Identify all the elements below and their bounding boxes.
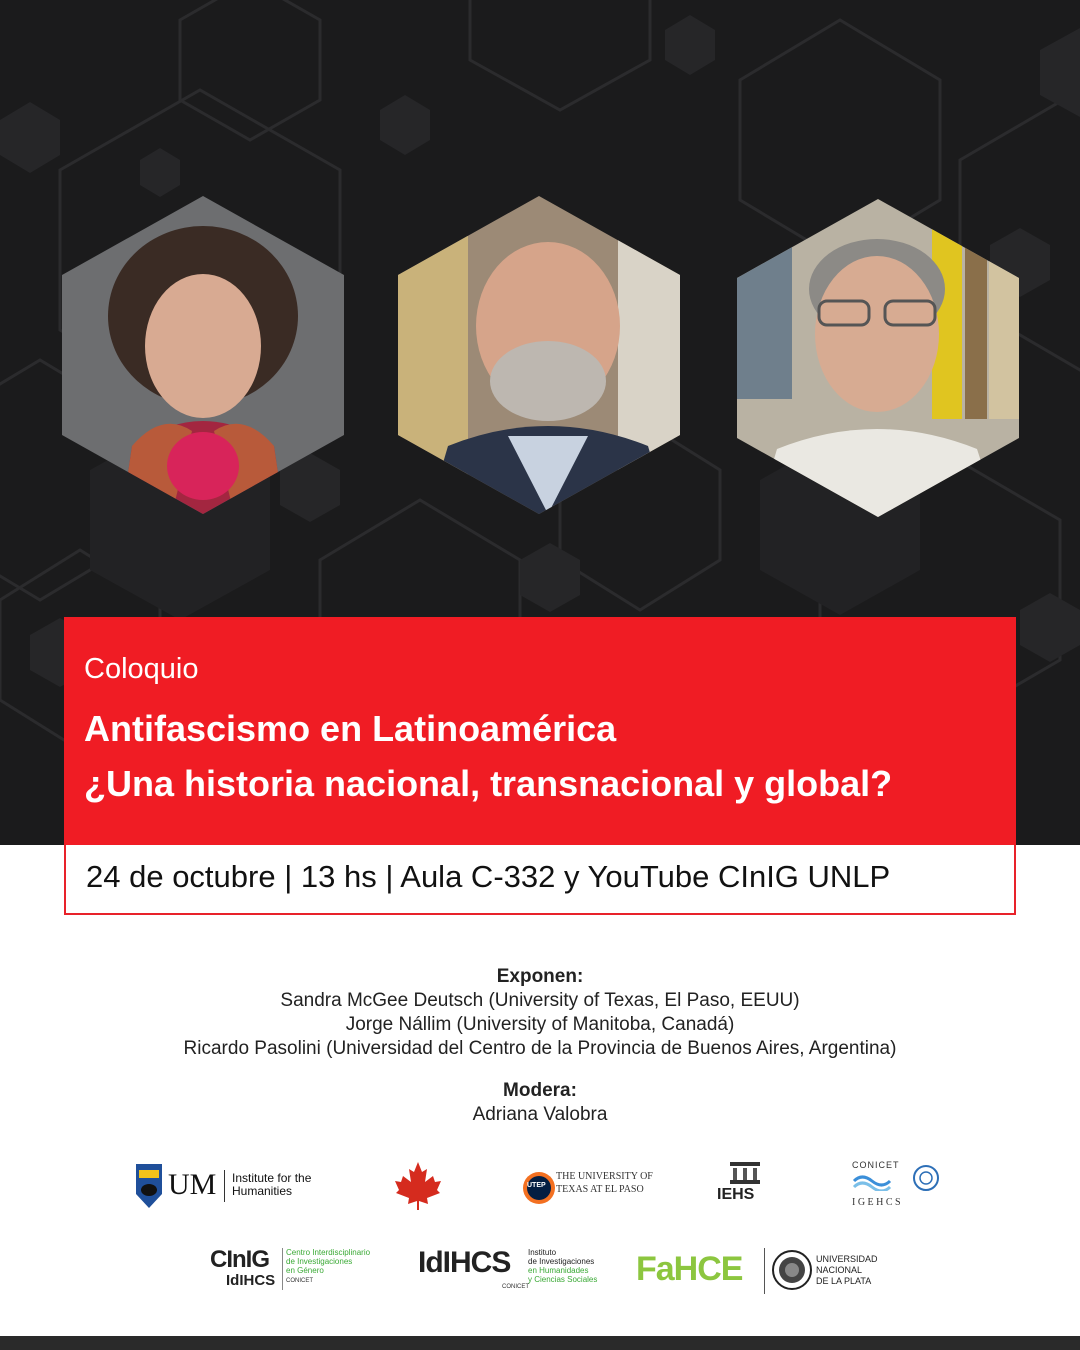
event-title-line-2: ¿Una historia nacional, transnacional y global? [84, 763, 893, 804]
idihcs-mark: IdIHCS [418, 1246, 511, 1279]
event-type-label: Coloquio [84, 653, 199, 685]
title-banner [64, 617, 1016, 845]
cinig-idihcs-mark: IdIHCS [226, 1272, 276, 1289]
utep-mark: UTEP [527, 1182, 546, 1189]
moderator-name: Adriana Valobra [472, 1104, 608, 1125]
footer-bar [0, 1336, 1080, 1350]
bison-crest-icon [136, 1164, 162, 1208]
speakers-label: Exponen: [496, 966, 584, 987]
idihcs-sub: CONICET [502, 1284, 529, 1290]
event-title-line-1: Antifascismo en Latinoamérica [84, 708, 617, 749]
logo-cinig [210, 1246, 380, 1294]
um-line-1: Institute for the [232, 1171, 312, 1185]
idihcs-line-3: en Humanidades [528, 1266, 589, 1275]
igehcs-bottom: I G E H C S [852, 1197, 901, 1208]
maple-leaf-icon [393, 1160, 443, 1210]
um-mark: UM [168, 1168, 217, 1201]
idihcs-line-2: de Investigaciones [528, 1257, 595, 1266]
logo-fahce-unlp [636, 1246, 876, 1296]
igehcs-top: CONICET [852, 1160, 900, 1170]
speaker-3: Ricardo Pasolini (Universidad del Centro de la Provincia de Buenos Aires, Argentina) [183, 1038, 897, 1059]
speakers-block [0, 965, 1080, 1061]
speaker-portrait-ricardo [737, 199, 1019, 517]
speaker-1: Sandra McGee Deutsch (University of Texas, El Paso, EEUU) [280, 990, 800, 1011]
idihcs-line-1: Instituto [528, 1248, 557, 1257]
unlp-seal-icon [772, 1250, 812, 1290]
iehs-mark: IEHS [717, 1186, 755, 1203]
fahce-line-3: DE LA PLATA [816, 1276, 872, 1286]
idihcs-line-4: y Ciencias Sociales [528, 1275, 598, 1284]
event-details-box [64, 845, 1016, 915]
un-emblem-icon [912, 1164, 940, 1192]
cinig-mark: CInIG [210, 1246, 269, 1273]
moderator-label: Modera: [503, 1080, 577, 1101]
logo-igehcs-conicet [848, 1160, 948, 1210]
event-date-time-place: 24 de octubre | 13 hs | Aula C-332 y YouTube CInIG UNLP [86, 859, 891, 894]
logo-idihcs [418, 1246, 608, 1296]
cinig-line-1: Centro Interdisciplinario [286, 1248, 371, 1257]
logo-iehs [715, 1162, 775, 1210]
speaker-portrait-sandra [62, 196, 344, 514]
fahce-line-1: UNIVERSIDAD [816, 1254, 878, 1264]
logo-utep [522, 1168, 652, 1208]
cinig-sub: CONICET [286, 1278, 313, 1284]
cinig-line-3: en Género [286, 1266, 324, 1275]
cinig-line-2: de Investigaciones [286, 1257, 353, 1266]
speaker-portrait-jorge [398, 196, 680, 514]
utep-line-2: TEXAS AT EL PASO [556, 1184, 644, 1195]
fahce-mark: FaHCE [636, 1250, 743, 1288]
utep-line-1: THE UNIVERSITY OF [556, 1171, 653, 1182]
um-line-2: Humanities [232, 1184, 293, 1198]
moderator-block [0, 1079, 1080, 1127]
logo-um-institute-humanities [136, 1162, 336, 1210]
speaker-2: Jorge Nállim (University of Manitoba, Canadá) [345, 1014, 735, 1035]
fahce-line-2: NACIONAL [816, 1265, 863, 1275]
event-title [84, 701, 892, 811]
